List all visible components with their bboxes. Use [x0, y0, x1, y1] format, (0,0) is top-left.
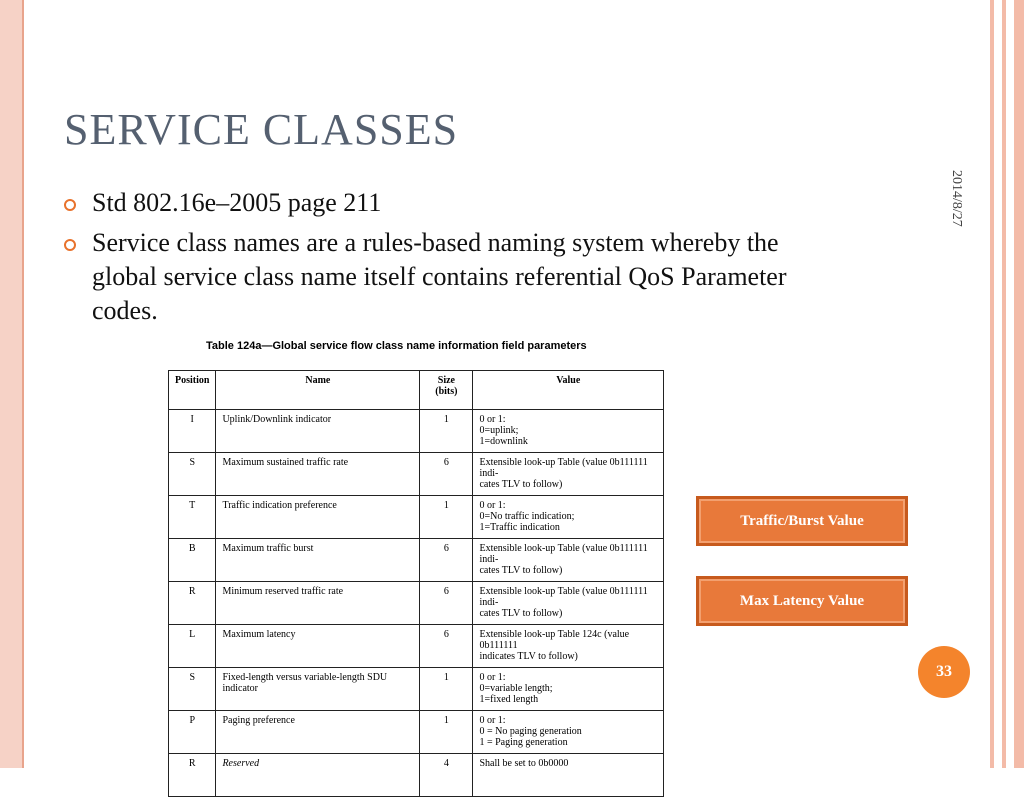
table-cell: 1	[420, 668, 473, 711]
table-header: Name	[216, 371, 420, 410]
bullet-icon	[64, 199, 76, 211]
table-caption: Table 124a—Global service flow class name information field parameters	[206, 340, 587, 352]
table-cell: Paging preference	[216, 711, 420, 754]
bullet-item: Std 802.16e–2005 page 211	[64, 186, 824, 220]
table-cell: 1	[420, 711, 473, 754]
table-cell: 6	[420, 582, 473, 625]
table-cell: 0 or 1: 0=uplink; 1=downlink	[473, 410, 664, 453]
table-cell: 0 or 1: 0=variable length; 1=fixed length	[473, 668, 664, 711]
table-cell: Fixed-length versus variable-length SDU indicator	[216, 668, 420, 711]
bullet-item: Service class names are a rules-based naming system whereby the global service class name itself contains referential QoS Parameter codes.	[64, 226, 824, 328]
table-header: Size (bits)	[420, 371, 473, 410]
table-cell: Maximum sustained traffic rate	[216, 453, 420, 496]
table-header: Position	[169, 371, 216, 410]
table-row	[169, 496, 664, 539]
table-cell: Extensible look-up Table 124c (value 0b111111 indicates TLV to follow)	[473, 625, 664, 668]
table-cell: 6	[420, 625, 473, 668]
table-cell: 1	[420, 410, 473, 453]
table-cell: B	[169, 539, 216, 582]
table-cell: Reserved	[216, 754, 420, 797]
slide-date: 2014/8/27	[949, 170, 964, 227]
table-row	[169, 582, 664, 625]
table-cell: Extensible look-up Table (value 0b111111 indi- cates TLV to follow)	[473, 453, 664, 496]
slide-title: SERVICE CLASSES	[64, 105, 459, 154]
bullet-list	[64, 186, 824, 334]
table-cell: Maximum traffic burst	[216, 539, 420, 582]
max-latency-callout: Max Latency Value	[696, 576, 908, 626]
table-cell: 0 or 1: 0=No traffic indication; 1=Traffic indication	[473, 496, 664, 539]
table-cell: 6	[420, 539, 473, 582]
table-row	[169, 410, 664, 453]
table-cell: Minimum reserved traffic rate	[216, 582, 420, 625]
table-row	[169, 711, 664, 754]
table-cell: S	[169, 668, 216, 711]
table-row	[169, 625, 664, 668]
traffic-burst-callout: Traffic/Burst Value	[696, 496, 908, 546]
table-cell: 4	[420, 754, 473, 797]
table-cell: R	[169, 754, 216, 797]
table-cell: I	[169, 410, 216, 453]
table-cell: T	[169, 496, 216, 539]
table-cell: P	[169, 711, 216, 754]
table-row	[169, 453, 664, 496]
table-row	[169, 754, 664, 797]
slide-number: 33	[918, 646, 970, 698]
table-row	[169, 539, 664, 582]
table-cell: Maximum latency	[216, 625, 420, 668]
parameters-table	[168, 370, 664, 797]
table-cell: 1	[420, 496, 473, 539]
bullet-icon	[64, 239, 76, 251]
table-cell: Extensible look-up Table (value 0b111111 indi- cates TLV to follow)	[473, 539, 664, 582]
table-cell: S	[169, 453, 216, 496]
table-cell: Extensible look-up Table (value 0b111111 indi- cates TLV to follow)	[473, 582, 664, 625]
left-border	[0, 0, 24, 768]
table-cell: L	[169, 625, 216, 668]
right-border	[984, 0, 1024, 768]
table-cell: 6	[420, 453, 473, 496]
table-cell: 0 or 1: 0 = No paging generation 1 = Paging generation	[473, 711, 664, 754]
table-header: Value	[473, 371, 664, 410]
table-cell: Shall be set to 0b0000	[473, 754, 664, 797]
table-cell: R	[169, 582, 216, 625]
table-cell: Uplink/Downlink indicator	[216, 410, 420, 453]
table-row	[169, 668, 664, 711]
table-cell: Traffic indication preference	[216, 496, 420, 539]
